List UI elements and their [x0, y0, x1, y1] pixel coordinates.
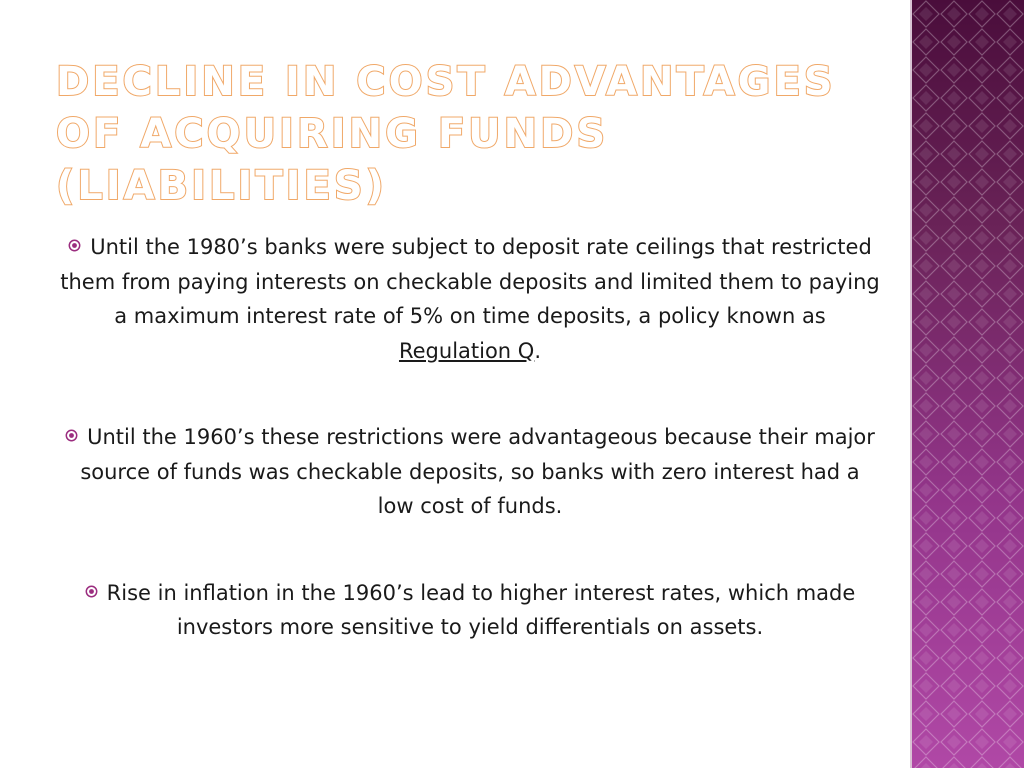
- diamond-pattern: [912, 0, 1024, 768]
- bullet-tail: .: [534, 338, 542, 363]
- circle-dot-icon: [68, 239, 81, 252]
- bullet-text: Until the 1980’s banks were subject to deposit rate ceilings that restricted them from paying interests on checkable deposits and limited them to paying a maximum interest rate of 5% on time deposits, a policy known as: [60, 235, 880, 328]
- bullet-item-3: [60, 576, 880, 645]
- bullet-text: Until the 1960’s these restrictions were advantageous because their major source of funds was checkable deposits, so banks with zero interest had a low cost of funds.: [80, 425, 875, 518]
- bullet-text: Rise in inflation in the 1960’s lead to higher interest rates, which made investors more sensitive to yield differentials on assets.: [106, 580, 856, 639]
- bullet-list: [60, 230, 880, 697]
- circle-dot-icon: [85, 585, 98, 598]
- slide-title: DECLINE IN COST ADVANTAGES OF ACQUIRING FUNDS (LIABILITIES): [56, 59, 836, 209]
- decorative-side-band: [912, 0, 1024, 768]
- bullet-item-1: [60, 230, 880, 368]
- regulation-q-link[interactable]: Regulation Q: [398, 338, 535, 363]
- bullet-item-2: [60, 420, 880, 524]
- circle-dot-icon: [65, 429, 78, 442]
